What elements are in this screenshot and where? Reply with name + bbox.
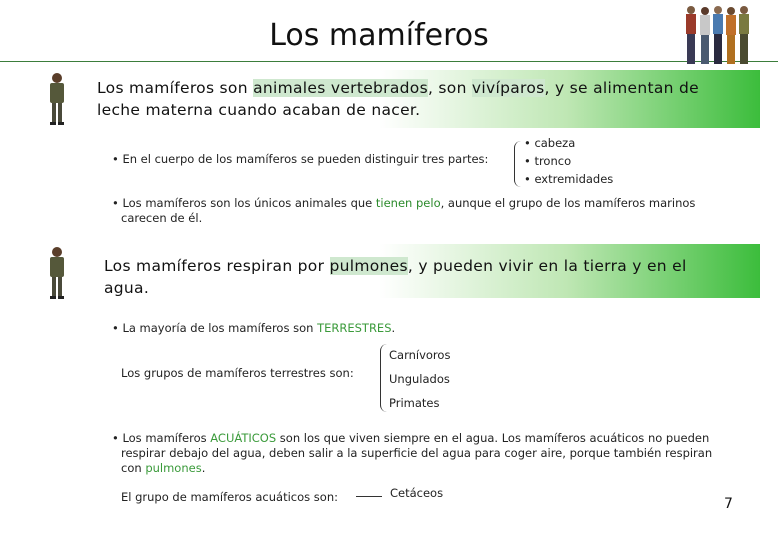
green-term: ACUÁTICOS <box>210 431 277 445</box>
connector-line <box>356 496 382 497</box>
paragraph-text: respirar debajo del agua, deben salir a la superficie del agua para coger aire, porque también respiran <box>121 446 713 460</box>
body-parts-list <box>524 134 613 188</box>
paragraph-text: • Los mamíferos son los únicos animales que <box>112 196 376 210</box>
terrestrial-line <box>112 321 395 336</box>
section2-lead <box>104 255 754 299</box>
group-carnivoros: Carnívoros <box>389 348 451 362</box>
highlight-pulmones: pulmones <box>329 257 408 275</box>
lead-text: Los mamíferos respiran por <box>104 257 330 275</box>
green-term: tienen pelo <box>375 196 441 210</box>
paragraph-text: con <box>121 461 146 475</box>
paragraph-text: . <box>201 461 206 475</box>
brace <box>380 344 387 412</box>
paragraph-text: carecen de él. <box>121 211 203 225</box>
aquatic-group-label: El grupo de mamíferos acuáticos son: <box>121 490 338 504</box>
page-number: 7 <box>724 496 733 512</box>
list-item: • extremidades <box>524 172 614 186</box>
section1-lead <box>97 77 757 121</box>
student-figure-icon <box>46 246 68 300</box>
unique-paragraph <box>112 196 732 226</box>
green-term: pulmones <box>145 461 202 475</box>
lead-line2: leche materna cuando acaban de nacer. <box>97 101 421 119</box>
group-cetaceos: Cetáceos <box>390 486 444 500</box>
students-group-icon <box>682 2 752 68</box>
group-primates: Primates <box>389 396 440 410</box>
lead-text: , son <box>427 79 472 97</box>
paragraph-text: • La mayoría de los mamíferos son <box>112 321 318 335</box>
lead-text: Los mamíferos son <box>97 79 254 97</box>
title-underline <box>0 61 778 62</box>
paragraph-text: . <box>391 321 396 335</box>
lead-text: , y pueden vivir en la tierra y en el <box>407 257 687 275</box>
highlight-vertebrados: animales vertebrados <box>253 79 428 97</box>
paragraph-text: • Los mamíferos <box>112 431 211 445</box>
student-figure-icon <box>46 72 68 126</box>
body-parts-label: • En el cuerpo de los mamíferos se pueden distinguir tres partes: <box>112 152 489 166</box>
highlight-viviparos: vivíparos <box>471 79 545 97</box>
lead-text: , y se alimentan de <box>544 79 699 97</box>
page-title: Los mamíferos <box>269 18 489 53</box>
paragraph-text: , aunque el grupo de los mamíferos marinos <box>440 196 696 210</box>
terrestrial-groups-label: Los grupos de mamíferos terrestres son: <box>121 366 354 380</box>
list-item: • tronco <box>524 154 572 168</box>
paragraph-text: son los que viven siempre en el agua. Los mamíferos acuáticos no pueden <box>276 431 710 445</box>
lead-line2: agua. <box>104 279 150 297</box>
brace <box>514 141 521 187</box>
list-item: • cabeza <box>524 136 576 150</box>
green-term: TERRESTRES <box>317 321 392 335</box>
aquatic-paragraph <box>112 431 752 476</box>
group-ungulados: Ungulados <box>389 372 450 386</box>
